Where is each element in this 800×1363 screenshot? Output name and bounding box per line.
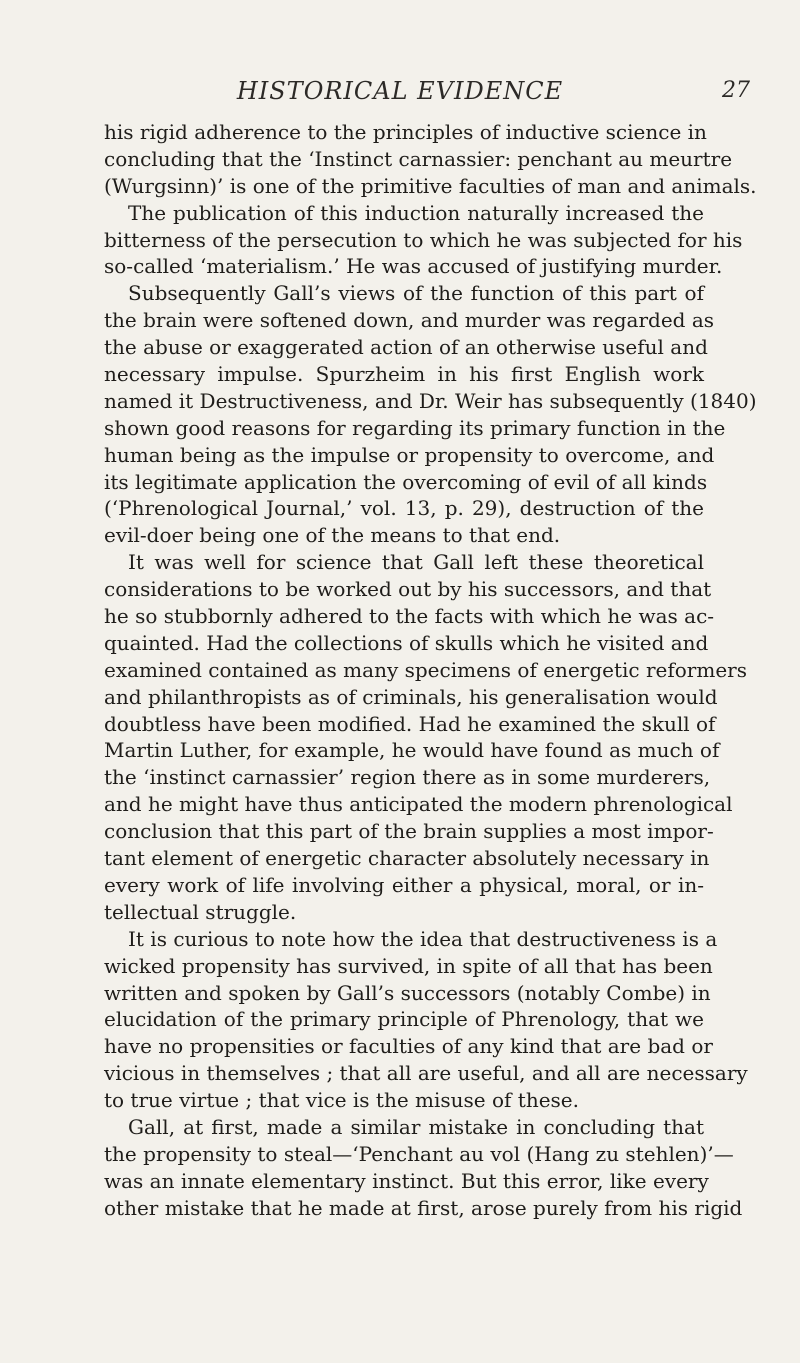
text-line: Martin Luther, for example, he would have found as much of: [104, 738, 720, 763]
text-line: its legitimate application the overcoming of evil of all kinds: [104, 469, 708, 494]
text-line: (Wurgsinn)’ is one of the primitive faculties of man and animals.: [104, 173, 757, 198]
running-title: HISTORICAL EVIDENCE: [236, 77, 564, 105]
text-line: necessary impulse. Spurzheim in his first English work: [104, 362, 704, 387]
text-line: the abuse or exaggerated action of an otherwise useful and: [104, 335, 708, 360]
text-line: quainted. Had the collections of skulls which he visited and: [104, 630, 709, 655]
text-line: and philanthropists as of criminals, his generalisation would: [104, 684, 718, 709]
text-line: written and spoken by Gall’s successors (notably Combe) in: [104, 980, 711, 1005]
text-line: concluding that the ‘Instinct carnassier: penchant au meurtre: [104, 146, 733, 171]
text-line: human being as the impulse or propensity to overcome, and: [104, 442, 715, 467]
text-line: evil-doer being one of the means to that end.: [104, 523, 561, 548]
text-line: to true virtue ; that vice is the misuse of these.: [104, 1088, 579, 1113]
text-line: Subsequently Gall’s views of the function of this part of: [128, 281, 704, 306]
text-line: Gall, at first, made a similar mistake in concluding that: [128, 1114, 704, 1139]
text-line: examined contained as many specimens of energetic reformers: [104, 657, 747, 682]
text-line: elucidation of the primary principle of Phrenology, that we: [104, 1007, 704, 1032]
running-head: [50, 76, 750, 106]
text-line: (‘Phrenological Journal,’ vol. 13, p. 29), destruction of the: [104, 496, 704, 521]
text-line: vicious in themselves ; that all are useful, and all are necessary: [104, 1061, 748, 1086]
text-line: was an innate elementary instinct. But this error, like every: [104, 1168, 709, 1193]
text-line: the ‘instinct carnassier’ region there as in some murderers,: [104, 765, 711, 790]
text-line: conclusion that this part of the brain supplies a most impor-: [104, 819, 714, 844]
text-line: every work of life involving either a physical, moral, or in-: [104, 872, 704, 897]
text-line: considerations to be worked out by his successors, and that: [104, 577, 712, 602]
text-line: have no propensities or faculties of any kind that are bad or: [104, 1034, 713, 1059]
body-text: [104, 119, 757, 1222]
text-line: the propensity to steal—‘Penchant au vol (Hang zu stehlen)’—: [104, 1141, 734, 1166]
text-line: wicked propensity has survived, in spite of all that has been: [104, 953, 713, 978]
text-line: shown good reasons for regarding its primary function in the: [104, 415, 726, 440]
text-line: he so stubbornly adhered to the facts with which he was ac-: [104, 604, 715, 629]
text-line: other mistake that he made at first, arose purely from his rigid: [104, 1195, 743, 1220]
text-line: his rigid adherence to the principles of inductive science in: [104, 120, 707, 144]
text-line: bitterness of the persecution to which he was subjected for his: [104, 227, 743, 252]
text-line: named it Destructiveness, and Dr. Weir has subsequently (1840): [104, 388, 757, 413]
text-line: doubtless have been modified. Had he examined the skull of: [104, 711, 716, 736]
text-line: the brain were softened down, and murder was regarded as: [104, 308, 715, 333]
text-line: The publication of this induction naturally increased the: [128, 200, 704, 225]
text-line: tant element of energetic character absolutely necessary in: [104, 846, 710, 871]
text-line: and he might have thus anticipated the modern phrenological: [104, 792, 733, 817]
text-line: It is curious to note how the idea that destructiveness is a: [128, 926, 718, 951]
page-number: 27: [722, 78, 750, 103]
text-line: It was well for science that Gall left these theoretical: [128, 550, 704, 575]
text-line: so-called ‘materialism.’ He was accused of justifying murder.: [104, 254, 723, 279]
text-line: tellectual struggle.: [104, 899, 297, 924]
